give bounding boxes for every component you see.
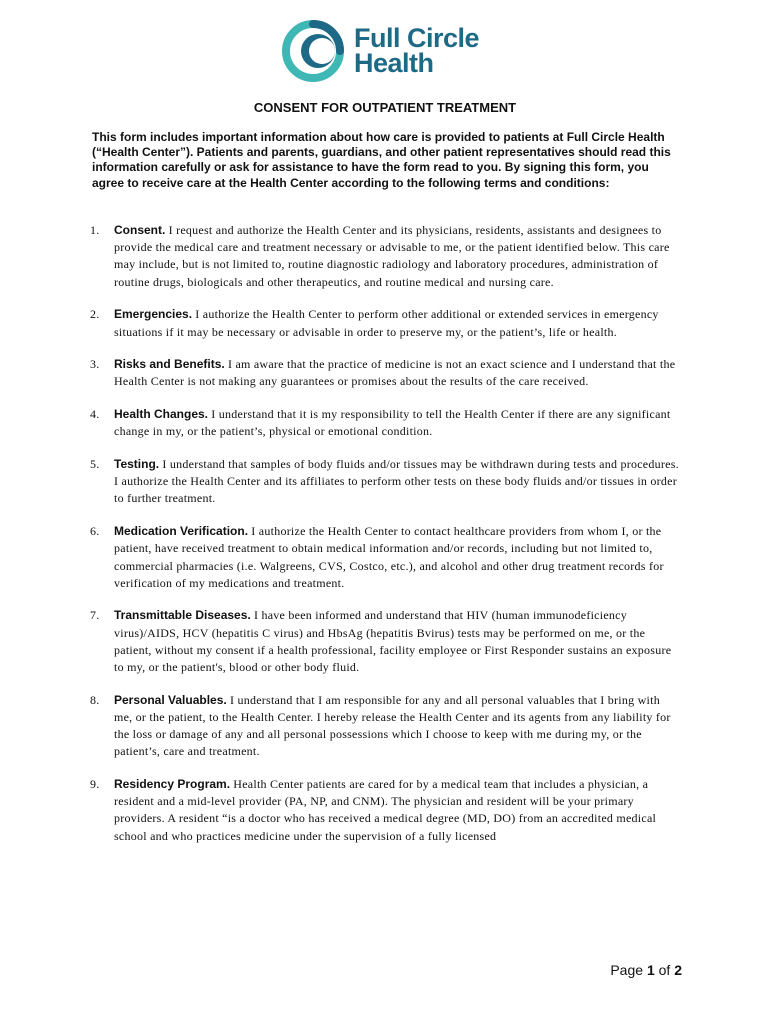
clause-number: 3.: [90, 357, 100, 372]
clause-number: 9.: [90, 777, 100, 792]
clause-heading: Personal Valuables.: [114, 692, 227, 707]
page-number: [610, 962, 682, 978]
clause-text: I request and authorize the Health Center and its physicians, residents, assistants and designees to provide the medical care and treatment necessary or advisable to me, or the patient identified below. This care may include, but is not limited to, routine diagnostic radiology and laboratory procedures, administration of routine drugs, biologicals and other therapeutics, and routine medical and nursing care.: [114, 223, 670, 289]
page-of-word: of: [658, 962, 671, 978]
clause-medication-verification: [90, 523, 680, 592]
logo-line-1: Full Circle: [354, 23, 480, 53]
clause-number: 1.: [90, 223, 100, 237]
clause-heading: Risks and Benefits.: [114, 357, 225, 372]
clause-list: [90, 222, 680, 860]
clause-text: I have been informed and understand that HIV (human immunodeficiency virus)/AIDS, HCV (hepatitis C virus) and HbsAg (hepatitis Bvirus) tests may be performed on me, or the patient, without my consent if a health professional, facility employee or First Responder sustains an exposure to my, or the patient's, blood or other body fluid.: [114, 608, 672, 675]
clause-text: I understand that I am responsible for any and all personal valuables that I bring with me, or the patient, to the Health Center. I hereby release the Health Center and its agents from any liability for the loss or damage of any and all personal possessions which I choose to keep with me during my, or the patient’s, care and treatment.: [114, 692, 671, 759]
clause-text: I understand that it is my responsibility to tell the Health Center if there are any significant change in my, or the patient’s, physical or emotional condition.: [114, 407, 671, 439]
clause-heading: Emergencies.: [114, 307, 193, 322]
clause-text: I understand that samples of body fluids and/or tissues may be withdrawn during tests and procedures. I authorize the Health Center and its affiliates to perform other tests on these body fluids and/or tissues in order to further treatment.: [114, 457, 679, 506]
clause-heading: Transmittable Diseases.: [114, 608, 251, 623]
page-word: Page: [610, 962, 644, 978]
clause-consent: [90, 222, 680, 291]
document-title: CONSENT FOR OUTPATIENT TREATMENT: [253, 100, 517, 115]
clause-text: I authorize the Health Center to contact healthcare providers from whom I, or the patient, have received treatment to obtain medical information and/or records, including but not limited to, commercial pharmacies (i.e. Walgreens, CVS, Costco, etc.), and alcohol and other drug treatment records for verification of my medications and treatment.: [114, 524, 664, 590]
clause-testing: [90, 456, 680, 508]
clause-number: 4.: [90, 407, 100, 422]
clause-heading: Consent.: [114, 223, 166, 237]
clause-number: 5.: [90, 457, 100, 472]
clause-heading: Residency Program.: [114, 777, 231, 792]
clause-number: 2.: [90, 307, 100, 322]
page-total: 2: [674, 962, 682, 978]
clause-heading: Testing.: [114, 457, 160, 472]
clause-residency-program: [90, 776, 680, 845]
logo-line-2: Health: [354, 48, 434, 78]
clause-number: 7.: [90, 608, 100, 623]
logo: [282, 20, 479, 82]
clause-text: I authorize the Health Center to perform other additional or extended services in emergency situations if it may be necessary or advisable in order to preserve my, or the patient’s, life or health.: [114, 307, 659, 339]
logo-wordmark: [354, 23, 480, 78]
clause-heading: Medication Verification.: [114, 524, 249, 539]
clause-transmittable-diseases: [90, 607, 680, 676]
clause-number: 6.: [90, 524, 100, 539]
intro-paragraph: This form includes important information about how care is provided to patients at Full Circle Health (“Health Center”). Patients and parents, guardians, and other patient representatives should read this information carefully or ask for assistance to have the form read to you. By signing this form, you agree to receive care at the Health Center according to the following terms and conditions:: [92, 130, 671, 190]
page-current: 1: [646, 962, 655, 978]
clause-emergencies: [90, 306, 680, 340]
clause-number: 8.: [90, 692, 100, 707]
clause-health-changes: [90, 406, 680, 440]
clause-heading: Health Changes.: [114, 407, 209, 422]
clause-text: I am aware that the practice of medicine is not an exact science and I understand that the Health Center is not making any guarantees or promises about the results of the care received.: [114, 357, 676, 389]
clause-text: Health Center patients are cared for by a medical team that includes a physician, a resident and a mid-level provider (PA, NP, and CNM). The physician and resident will be your primary providers. A resident “is a doctor who has received a medical degree (MD, DO) from an accredited medical school and who practices medicine under the supervision of a fully licensed: [114, 777, 657, 843]
clause-personal-valuables: [90, 692, 680, 761]
clause-risks-benefits: [90, 356, 680, 390]
full-circle-logo-mark: [282, 20, 344, 82]
